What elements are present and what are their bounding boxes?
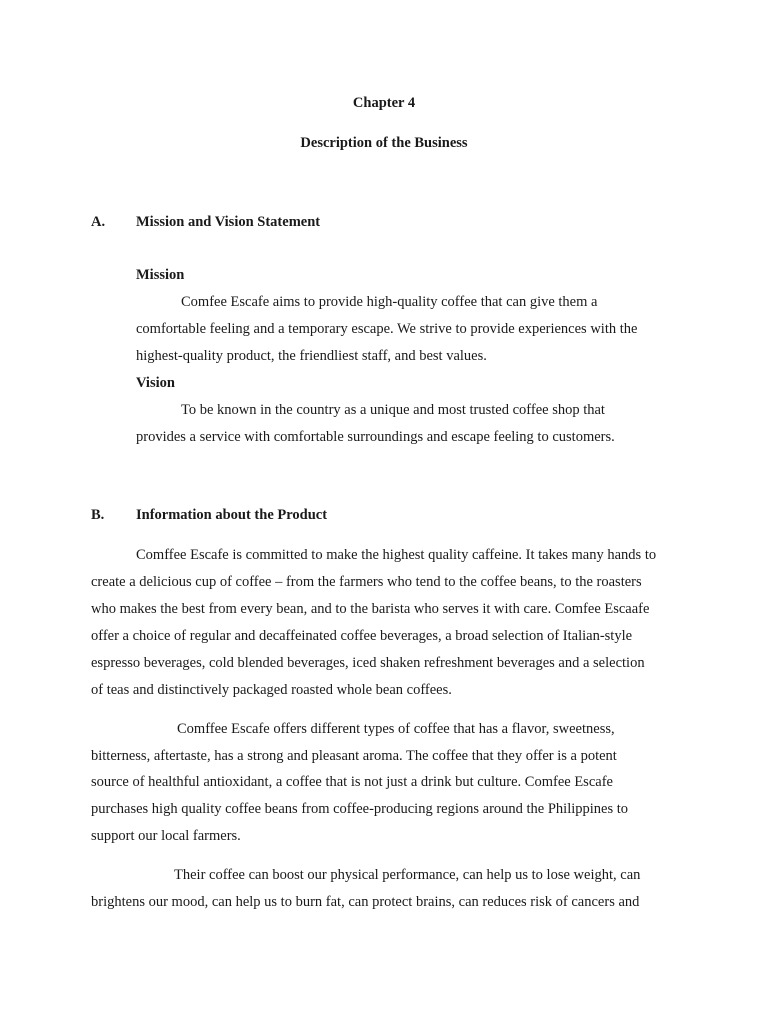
mission-line: comfortable feeling and a temporary escape. We strive to provide experiences with the (136, 321, 638, 337)
paragraph-line: purchases high quality coffee beans from coffee-producing regions around the Philippines to (91, 801, 629, 817)
paragraph-line: of teas and distinctively packaged roasted whole bean coffees. (91, 682, 452, 698)
paragraph-line: Comffee Escafe offers different types of coffee that has a flavor, sweetness, (177, 721, 615, 737)
paragraph-line: create a delicious cup of coffee – from the farmers who tend to the coffee beans, to the roasters (91, 574, 642, 590)
paragraph-line: support our local farmers. (91, 828, 241, 844)
mission-line: highest-quality product, the friendliest staff, and best values. (136, 348, 487, 364)
chapter-number: Chapter 4 (352, 95, 416, 111)
chapter-title: Description of the Business (300, 135, 468, 151)
section-a-letter: A. (91, 214, 106, 230)
vision-heading: Vision (136, 375, 175, 391)
mission-heading: Mission (136, 267, 185, 283)
vision-line: provides a service with comfortable surroundings and escape feeling to customers. (136, 429, 615, 445)
paragraph-line: source of healthful antioxidant, a coffee that is not just a drink but culture. Comfee Escafe (91, 774, 613, 790)
mission-line: Comfee Escafe aims to provide high-quality coffee that can give them a (181, 294, 598, 310)
paragraph-line: espresso beverages, cold blended beverages, iced shaken refreshment beverages and a selection (91, 655, 645, 671)
paragraph-line: offer a choice of regular and decaffeinated coffee beverages, a broad selection of Italian-style (91, 628, 633, 644)
paragraph-line: brightens our mood, can help us to burn fat, can protect brains, can reduces risk of cancers and (91, 894, 640, 910)
paragraph-line: Their coffee can boost our physical performance, can help us to lose weight, can (174, 867, 641, 883)
section-b-letter: B. (91, 507, 105, 523)
vision-line: To be known in the country as a unique and most trusted coffee shop that (181, 402, 605, 418)
paragraph-line: who makes the best from every bean, and to the barista who serves it with care. Comfee Escaafe (91, 601, 650, 617)
section-b-heading: Information about the Product (136, 507, 328, 523)
paragraph-line: Comffee Escafe is committed to make the highest quality caffeine. It takes many hands to (136, 547, 657, 563)
section-a-heading: Mission and Vision Statement (136, 214, 321, 230)
paragraph-line: bitterness, aftertaste, has a strong and pleasant aroma. The coffee that they offer is a potent (91, 748, 617, 764)
